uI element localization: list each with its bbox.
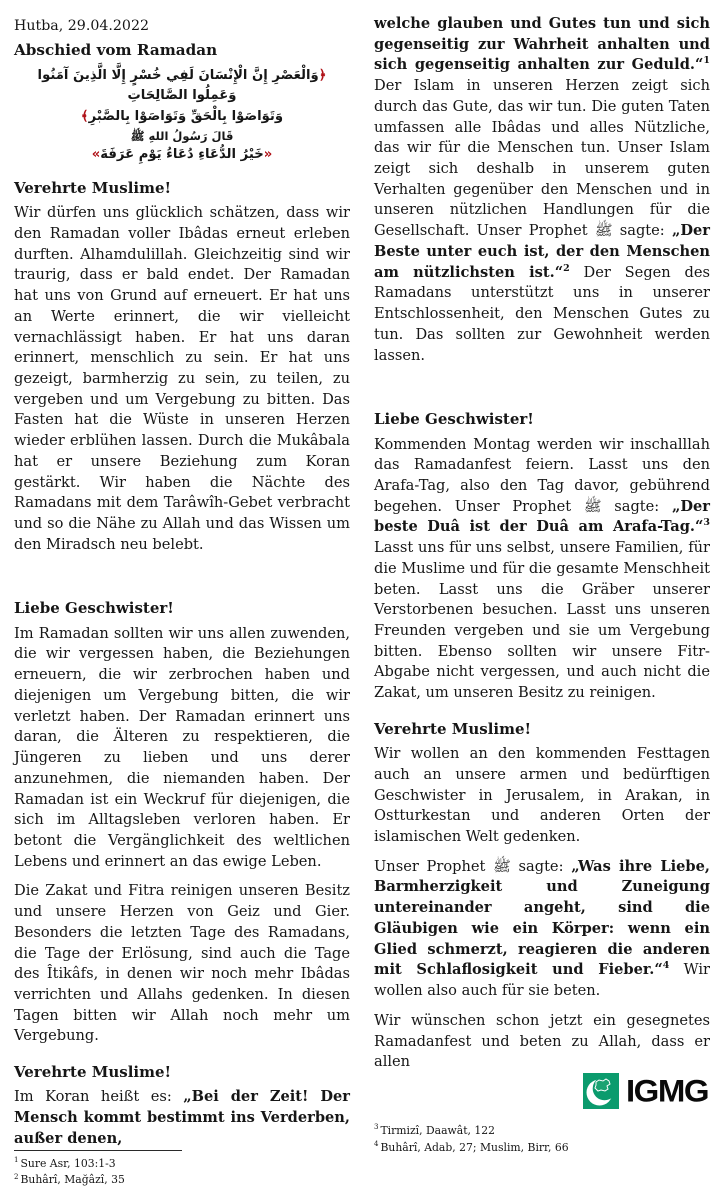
paragraph-koran-quote-continued: welche glauben und Gutes tun und sich gegenseitig zur Wahrheit anhalten und sich gegenseitig anhalten zur Geduld.“$^1$ Der Islam in unseren Herzen zeigt sich durch das Gute, das wir tun. Die guten Taten umfassen alle Ibâdas und alles Nützliche, das wir für die Menschen tun. Unser Islam zeigt sich deshalb in unserem guten Verhalten gegenüber den Menschen und in unseren nützlichen Handlungen für die Gesellschaft. Unser Prophet ﷺ sagte: „Der Beste unter euch ist, der den Menschen am nützlichsten ist.“$^2$ Der Segen des Ramadans unterstützt uns in unserer Entschlossenheit, den Menschen Gutes zu tun. Das sollten zur Gewohnheit werden lassen. [374,15,710,364]
right-footnotes [374,1123,710,1156]
left-column [14,14,350,1187]
section-heading-verehrte-muslime-2: Verehrte Muslime! [14,1063,172,1082]
paragraph-koran-quote-start: Im Koran heißt es: „Bei der Zeit! Der Mensch kommt bestimmt ins Verderben, außer denen, [14,1088,350,1147]
quran-verse-block [14,66,350,166]
section-heading-liebe-geschwister-left: Liebe Geschwister! [14,599,174,618]
ornate-bracket-open: ﴿ [318,67,327,83]
quran-ayah-line-1: ﴿وَالْعَصْرِ إِنَّ الْإِنْسَانَ لَفِي خُسْرٍ إِلَّا الَّذِينَ آمَنُوا وَعَمِلُوا الصَّالِحَاتِ [37,67,327,104]
guillemet-open: « [263,147,273,163]
paragraph-relationships: Im Ramadan sollten wir uns allen zuwenden, die wir vergessen haben, die Beziehungen erneuern, die wir zerbrochen haben und diejenigen um Vergebung bitten, die wir verletzt haben. Der Ramadan erinnert uns daran, die Älteren zu respektieren, die Jüngeren zu lieben und uns derer anzunehmen, die niemanden haben. Der Ramadan ist ein Weckruf für diejenigen, die sich im Alltagsleben verloren haben. Er betont die Vergänglichkeit des weltlichen Lebens und erinnert an das ewige Leben. [14,624,350,870]
section-heading-verehrte-muslime-1: Verehrte Muslime! [14,178,172,197]
footnote-2: $^2$ Buhârî, Mağâzî, 35 [14,1171,125,1187]
quran-ayah-line-2: وَتَوَاصَوْا بِالْحَقِّ وَتَوَاصَوْا بِالصَّبْرِ﴾ [80,108,284,124]
footnote-separator-rule [14,1150,182,1151]
right-footer-area [374,1073,710,1156]
paragraph-ramadanfest-arafa: Kommenden Montag werden wir inschalllah das Ramadanfest feiern. Lasst uns den Arafa-Tag, also den Tag davor, gebührend begehen. Unser Prophet ﷺ sagte: „Der beste Duâ ist der Duâ am Arafa-Tag.“$^3$ Lasst uns für uns selbst, unsere Familien, für die Muslime und für die gesamte Menschheit beten. Lasst uns die Gräber unserer Verstorbenen besuchen. Lasst uns unseren Freunden vergeben und sie um Vergebung bitten. Ebenso sollten wir unsere Fitr-Abgabe nicht vergessen, und auch nicht die Zakat, um unseren Besitz zu reinigen. [374,435,710,702]
paragraph-wishes: Wir wünschen schon jetzt ein gesegnetes Ramadanfest und beten zu Allah, dass er allen [374,1011,710,1071]
left-footnote-area [14,1150,350,1189]
igmg-wordmark: IGMG [626,1073,708,1109]
section-heading-liebe-geschwister-right: Liebe Geschwister! [374,410,534,429]
footnote-3: $^3$ Tirmizî, Daawât, 122 [374,1122,496,1137]
document-date: Hutba, 29.04.2022 [14,18,150,34]
paragraph-prophet-body-quote: Unser Prophet ﷺ sagte: „Was ihre Liebe, Barmherzigkeit und Zuneigung untereinander angeht, sind die Gläubigen wie ein Körper: wenn ein Glied schmerzt, reagieren die anderen mit Schlaflosigkeit und Fieber.“$^4$ Wir wollen also auch für sie beten. [374,857,710,1000]
paragraph-ramadan-gratitude: Wir dürfen uns glücklich schätzen, dass wir den Ramadan voller Ibâdas erneut erleben durften. Alhamdulillah. Gleichzeitig sind wir traurig, dass er bald endet. Der Ramadan hat uns von Grund auf erneuert. Er hat uns an Werte erinnert, die wir vielleicht vernachlässigt haben. Er hat uns daran erinnert, menschlich zu sein. Er hat uns gezeigt, barmherzig zu sein, zu teilen, zu vergeben und um Vergebung zu bitten. Das Fasten hat die Wüste in unseren Herzen wieder erblühen lassen. Durch die Mukâbala hat er unsere Beziehung zum Koran gestärkt. Wir haben die Nächte des Ramadans mit dem Tarâwîh-Gebet verbracht und so die Nähe zu Allah und das Wissen um den Miradsch neu belebt. [14,204,350,553]
paragraph-festtage-geschwister: Wir wollen an den kommenden Festtagen auch an unsere armen und bedürftigen Geschwister in Jerusalem, in Arakan, in Ostturkestan und anderen Orten der islamischen Welt gedenken. [374,745,710,846]
hadith-attribution-line: قَالَ رَسُولُ اللهِ ﷺ [130,129,234,144]
hadith-arabic-line: «خَيْرُ الدُّعَاءِ دُعَاءُ يَوْمِ عَرَفَةَ» [91,147,273,163]
guillemet-close: » [91,147,101,163]
footnote-4: $^4$ Buhârî, Adab, 27; Muslim, Birr, 66 [374,1139,569,1154]
section-heading-verehrte-muslime-right: Verehrte Muslime! [374,719,532,738]
ornate-bracket-close: ﴾ [80,108,89,124]
igmg-crescent-europe-icon [583,1073,619,1109]
document-title: Abschied vom Ramadan [14,41,218,60]
left-footnotes [14,1156,350,1189]
paragraph-zakat-fitra: Die Zakat und Fitra reinigen unseren Besitz und unsere Herzen von Geiz und Gier. Besonders die letzten Tage des Ramadans, die Tage der Erlösung, sind auch die Tage des Îtikâfs, in denen wir noch mehr Ibâdas verrichten und Allahs gedenken. In diesen Tagen bitten wir Allah noch mehr um Vergebung. [14,882,350,1045]
right-column [374,14,710,1154]
footnote-1: $^1$ Sure Asr, 103:1-3 [14,1154,116,1170]
igmg-logo [374,1073,708,1109]
